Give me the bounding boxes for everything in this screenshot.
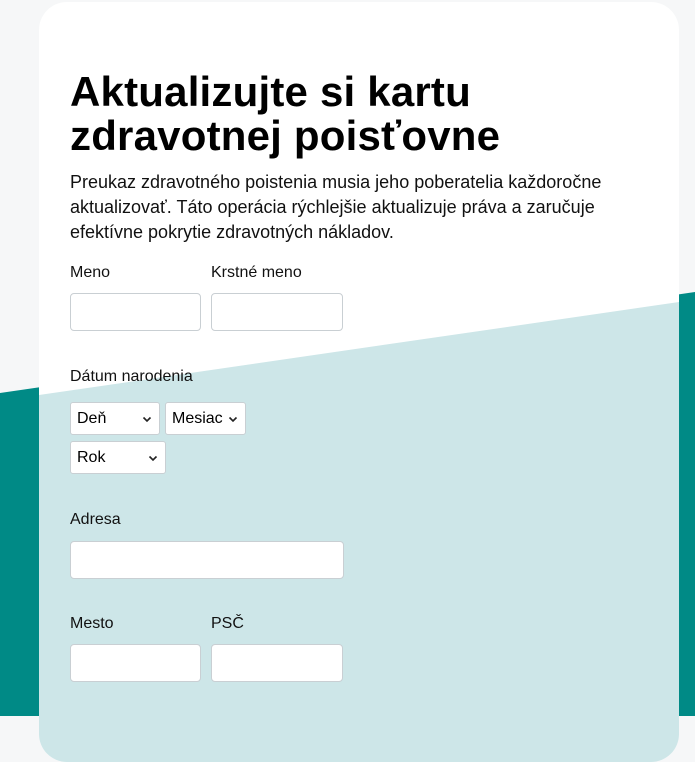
chevron-down-icon	[141, 413, 153, 425]
chevron-down-icon	[147, 452, 159, 464]
address-input[interactable]	[70, 541, 344, 579]
title-line-1: Aktualizujte si kartu	[70, 68, 471, 115]
month-select[interactable]	[165, 402, 246, 435]
year-select-value: Rok	[77, 448, 106, 466]
zip-input[interactable]	[211, 644, 343, 682]
first-name-label: Krstné meno	[211, 264, 302, 281]
month-select-value: Mesiac	[172, 409, 223, 427]
last-name-label: Meno	[70, 264, 111, 281]
chevron-down-icon	[227, 413, 239, 425]
city-input[interactable]	[70, 644, 201, 682]
zip-label: PSČ	[211, 615, 244, 632]
year-select[interactable]	[70, 441, 166, 474]
page-title	[70, 70, 500, 158]
form-card	[39, 2, 679, 762]
day-select[interactable]	[70, 402, 160, 435]
city-label: Mesto	[70, 615, 114, 632]
birthdate-label: Dátum narodenia	[70, 368, 193, 385]
last-name-input[interactable]	[70, 293, 201, 331]
title-line-2: zdravotnej poisťovne	[70, 112, 501, 159]
intro-text: Preukaz zdravotného poistenia musia jeho poberatelia každoročne aktualizovať. Táto operácia rýchlejšie aktualizuje práva a zaručuje efektívne pokrytie zdravotných nákladov.	[70, 172, 602, 242]
day-select-value: Deň	[77, 409, 107, 427]
first-name-input[interactable]	[211, 293, 343, 331]
address-label: Adresa	[70, 511, 121, 528]
